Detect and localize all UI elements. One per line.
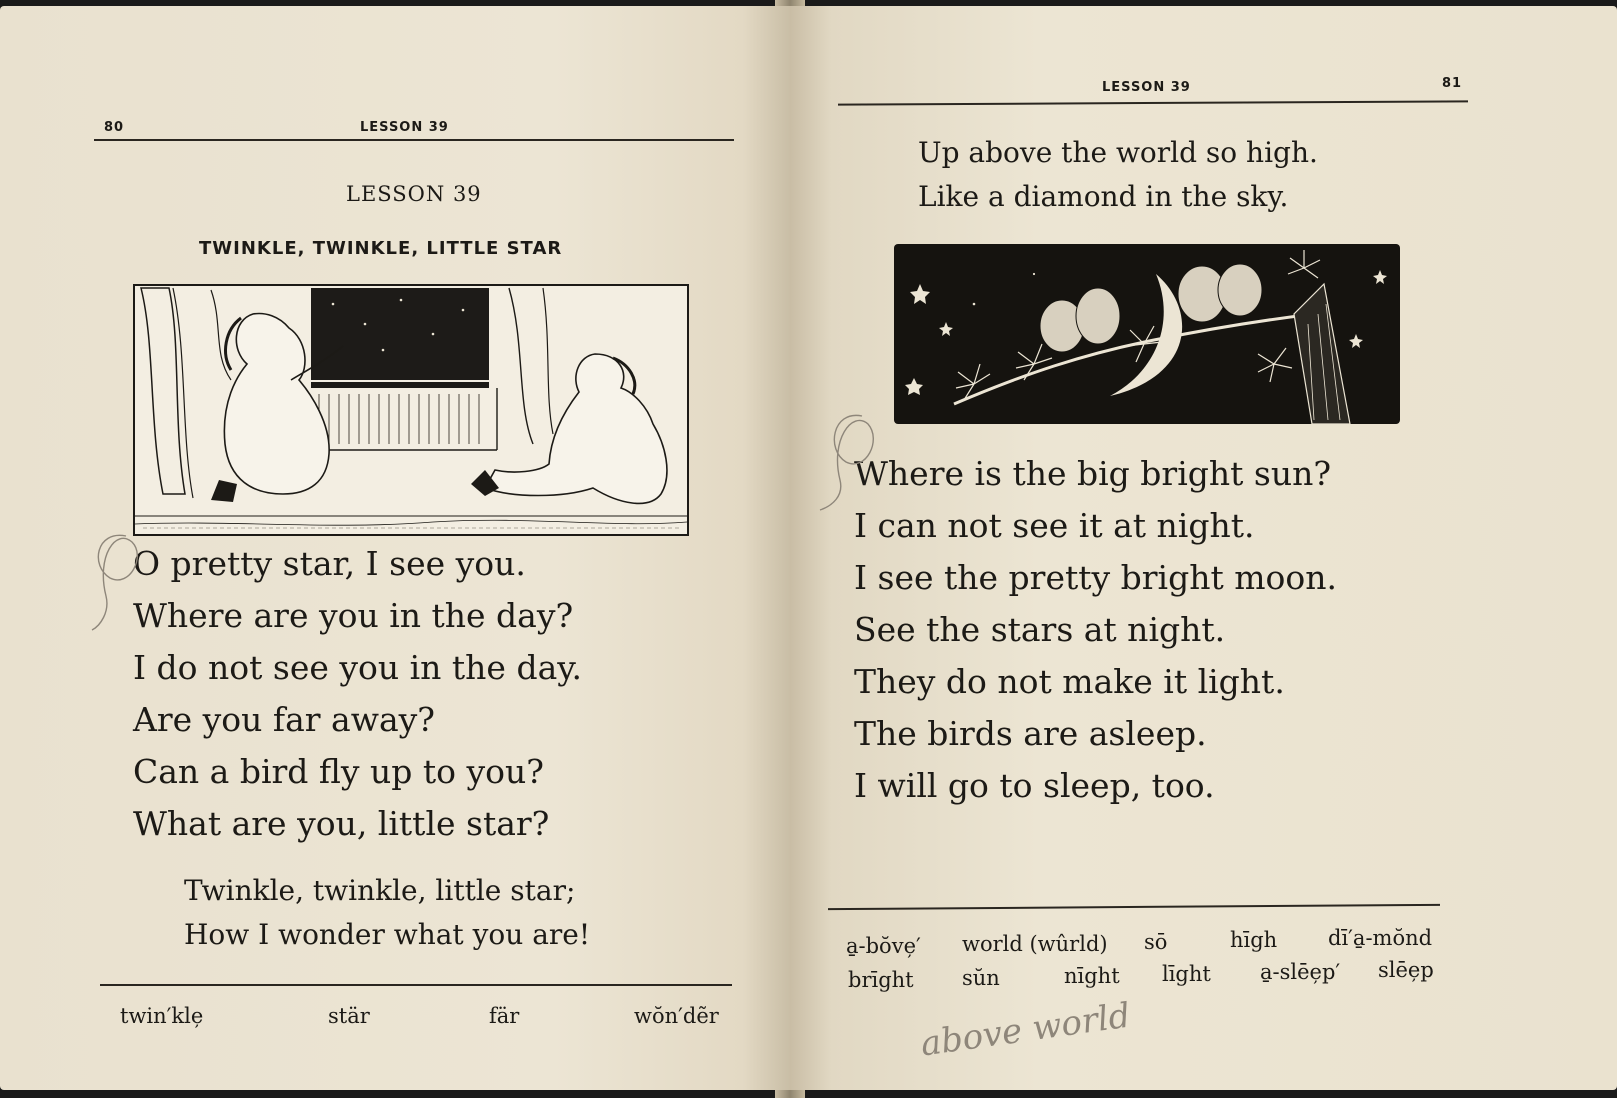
- vocab-word: twin′kle̦: [120, 1004, 204, 1028]
- poem-line: They do not make it light.: [854, 662, 1285, 701]
- lesson-label: LESSON 39: [346, 182, 482, 206]
- pencil-scribble: [812, 406, 892, 516]
- running-head: LESSON 39: [1102, 80, 1191, 95]
- page-number: 81: [1442, 76, 1463, 91]
- page-number: 80: [104, 120, 125, 135]
- poem-line: See the stars at night.: [854, 610, 1226, 649]
- vocab-word: world (wûrld): [962, 932, 1108, 956]
- poem-line: What are you, little star?: [133, 804, 550, 843]
- chorus-line: How I wonder what you are!: [184, 918, 591, 951]
- vocab-word: sō: [1144, 930, 1168, 954]
- vocab-word: a̱-slēe̦p′: [1260, 960, 1341, 984]
- opening-line: Up above the world so high.: [918, 136, 1318, 169]
- poem-line: I see the pretty bright moon.: [854, 558, 1337, 597]
- children-window-illustration: [133, 284, 689, 536]
- lesson-title: TWINKLE, TWINKLE, LITTLE STAR: [199, 238, 563, 259]
- vocab-rule: [100, 984, 732, 986]
- night-birds-illustration: [894, 244, 1400, 424]
- opening-line: Like a diamond in the sky.: [918, 180, 1289, 213]
- vocab-word: hīgh: [1230, 928, 1278, 952]
- vocab-word: fär: [489, 1004, 520, 1028]
- pencil-handwriting: above world: [918, 995, 1133, 1065]
- poem-line: I do not see you in the day.: [133, 648, 582, 687]
- vocab-word: nīght: [1064, 964, 1120, 988]
- pencil-scribble: [86, 526, 156, 636]
- poem-line: The birds are asleep.: [854, 714, 1207, 753]
- chorus-line: Twinkle, twinkle, little star;: [184, 874, 576, 907]
- vocab-word: līght: [1162, 962, 1211, 986]
- vocab-word: stär: [328, 1004, 370, 1028]
- poem-line: Can a bird fly up to you?: [133, 752, 544, 791]
- vocab-word: brīght: [848, 968, 914, 992]
- vocab-rule: [828, 904, 1440, 910]
- vocab-word: a̱-bŏve̦′: [846, 934, 921, 958]
- poem-line: Where are you in the day?: [133, 596, 574, 635]
- poem-line: O pretty star, I see you.: [133, 544, 526, 583]
- running-head: LESSON 39: [360, 120, 449, 135]
- vocab-word: slēe̦p: [1378, 958, 1434, 982]
- poem-line: I can not see it at night.: [854, 506, 1255, 545]
- poem-line: Where is the big bright sun?: [854, 454, 1332, 493]
- poem-line: I will go to sleep, too.: [854, 766, 1215, 805]
- left-page: [0, 6, 790, 1090]
- right-page: [790, 6, 1617, 1090]
- poem-line: Are you far away?: [133, 700, 435, 739]
- header-rule: [94, 139, 734, 141]
- header-rule: [838, 100, 1468, 105]
- vocab-word: sŭn: [962, 966, 1000, 990]
- vocab-word: wŏn′dẽr: [634, 1004, 719, 1028]
- vocab-word: dī′a̱-mŏnd: [1328, 926, 1433, 950]
